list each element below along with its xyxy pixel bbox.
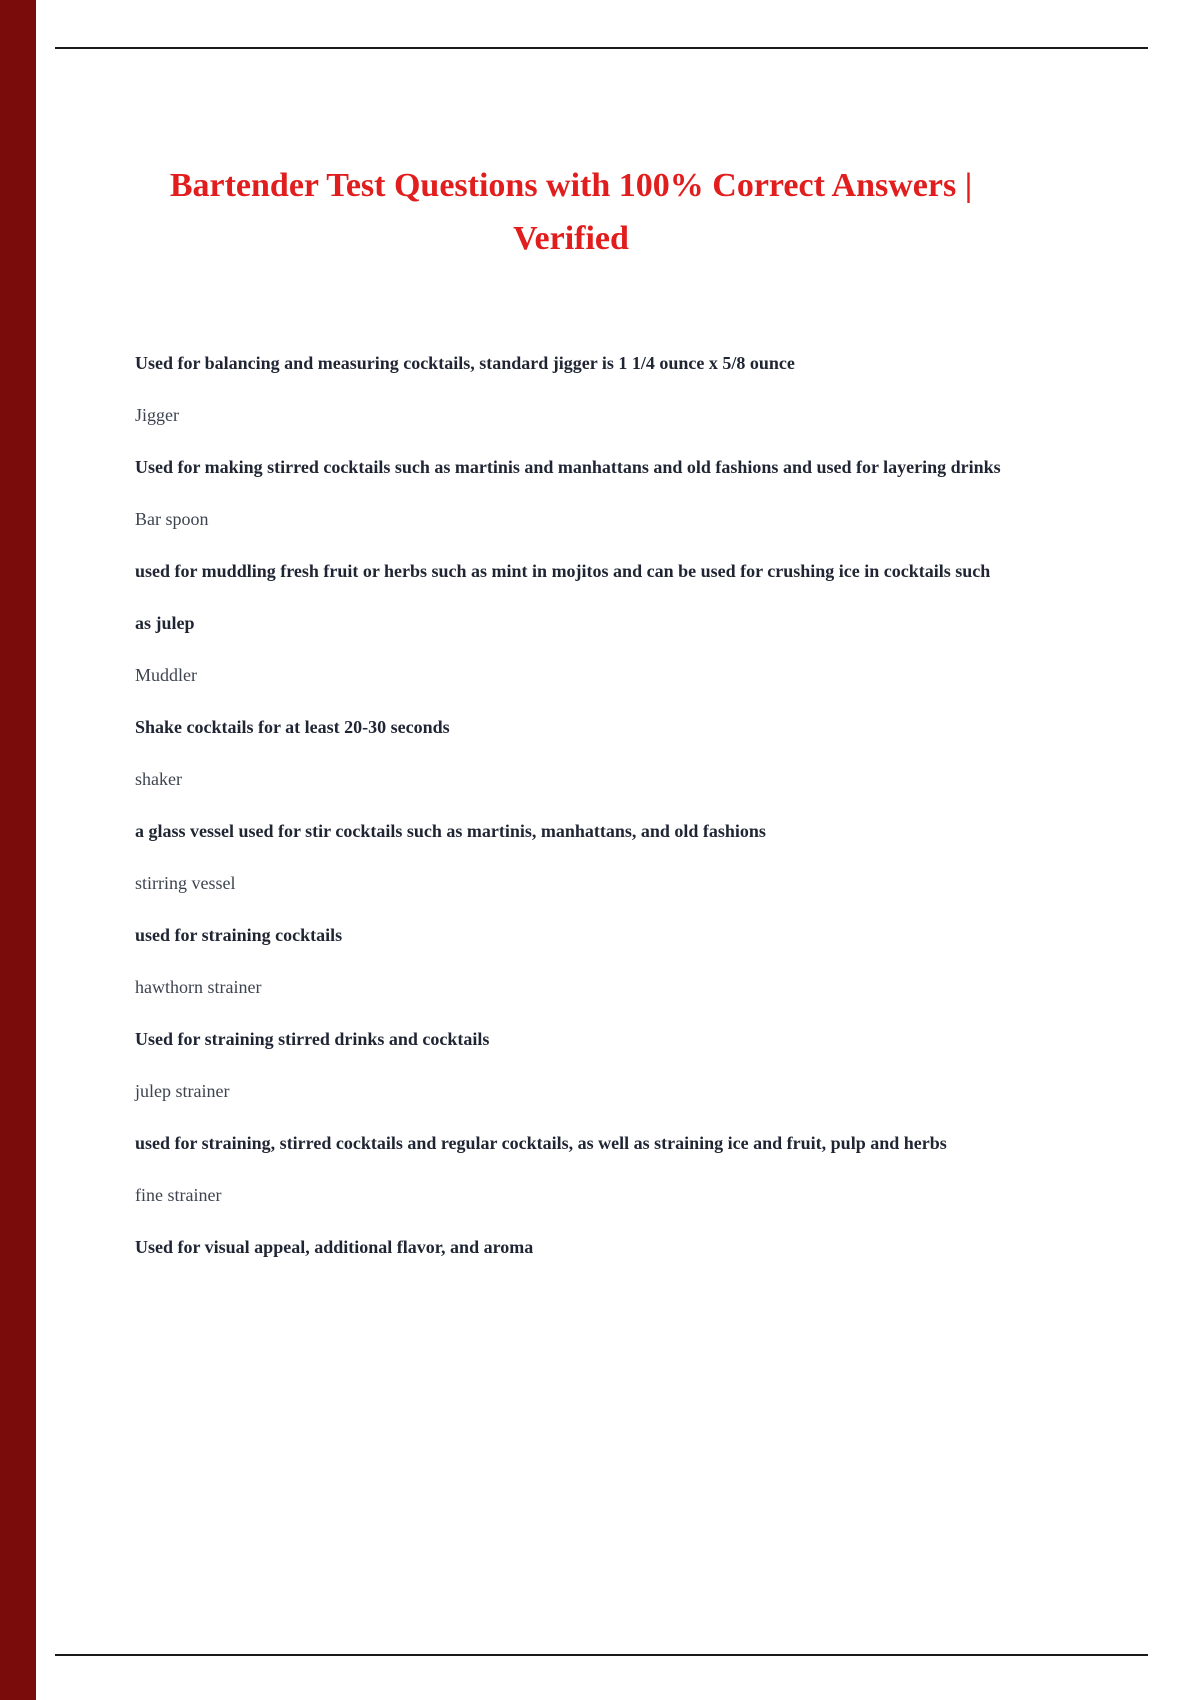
question-text: Used for visual appeal, additional flavor, and aroma xyxy=(135,1237,534,1258)
question-text: Used for balancing and measuring cocktails, standard jigger is 1 1/4 ounce x 5/8 ounce xyxy=(135,353,795,374)
answer-text: Bar spoon xyxy=(135,509,209,530)
question-text: a glass vessel used for stir cocktails such as martinis, manhattans, and old fashions xyxy=(135,821,766,842)
question-text: used for straining cocktails xyxy=(135,925,343,946)
question-text: Used for making stirred cocktails such as martinis and manhattans and old fashions and used for layering drinks xyxy=(135,457,1001,478)
question-text: Shake cocktails for at least 20-30 seconds xyxy=(135,717,450,738)
page-title: Bartender Test Questions with 100% Correct Answers | Verified xyxy=(169,167,973,257)
document-body xyxy=(135,0,1007,1273)
answer-text: julep strainer xyxy=(135,1081,230,1102)
answer-text: Muddler xyxy=(135,665,197,686)
page-edge-stripe xyxy=(0,0,36,1700)
answer-text: stirring vessel xyxy=(135,873,236,894)
answer-text: shaker xyxy=(135,769,182,790)
answer-text: Jigger xyxy=(135,405,179,426)
question-text: used for straining, stirred cocktails and regular cocktails, as well as straining ice and fruit, pulp and herbs xyxy=(135,1133,947,1154)
bottom-rule xyxy=(55,1654,1148,1656)
question-text: Used for straining stirred drinks and cocktails xyxy=(135,1029,490,1050)
qa-list xyxy=(135,337,1007,1273)
question-text: used for muddling fresh fruit or herbs such as mint in mojitos and can be used for crushing ice in cocktails such as julep xyxy=(135,561,991,634)
answer-text: hawthorn strainer xyxy=(135,977,262,998)
answer-text: fine strainer xyxy=(135,1185,222,1206)
